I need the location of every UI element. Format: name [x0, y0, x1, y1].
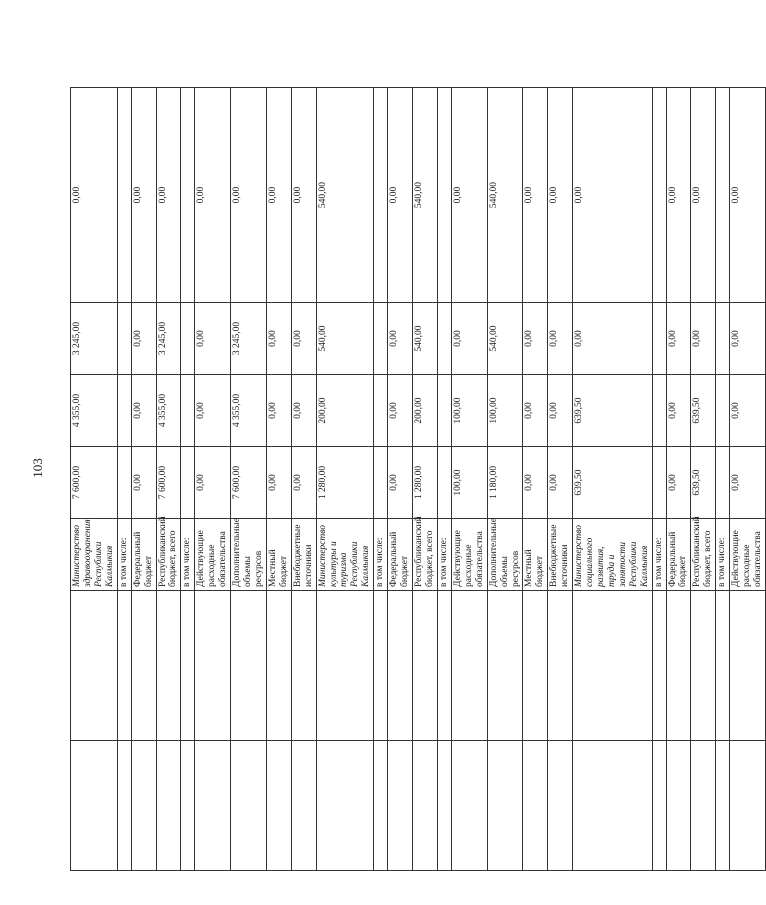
blank-cell-a: [523, 741, 548, 871]
row-label: в том числе:: [652, 519, 666, 591]
table-row: [374, 88, 388, 871]
rotated-table-container: [70, 88, 764, 871]
cell-total: 0,00: [523, 447, 548, 519]
table-frame: [70, 88, 764, 871]
cell-y2: 0,00: [131, 303, 156, 375]
blank-cell-b: [71, 591, 118, 741]
cell-y1: 0,00: [548, 375, 573, 447]
cell-y2: 540,00: [487, 303, 523, 375]
cell-y3: 0,00: [523, 88, 548, 303]
cell-y3: 0,00: [548, 88, 573, 303]
blank-cell-a: [266, 741, 291, 871]
cell-total: 639,50: [691, 447, 716, 519]
cell-y3: [374, 88, 388, 303]
blank-cell-b: [573, 591, 652, 741]
blank-cell-a: [413, 741, 438, 871]
table-row: [716, 88, 730, 871]
cell-y1: [117, 375, 131, 447]
blank-cell-a: [573, 741, 652, 871]
cell-total: [652, 447, 666, 519]
table-row: [451, 88, 487, 871]
blank-cell-b: [487, 591, 523, 741]
cell-y3: 0,00: [195, 88, 231, 303]
cell-y1: 200,00: [413, 375, 438, 447]
cell-y3: 0,00: [231, 88, 267, 303]
row-label: в том числе:: [181, 519, 195, 591]
table-row: [548, 88, 573, 871]
blank-cell-a: [156, 741, 181, 871]
row-label: Федеральный бюджет: [666, 519, 691, 591]
row-label: в том числе:: [437, 519, 451, 591]
cell-y3: 0,00: [156, 88, 181, 303]
table-row: [437, 88, 451, 871]
table-row: [666, 88, 691, 871]
cell-y1: 0,00: [730, 375, 766, 447]
table-row: [266, 88, 291, 871]
blank-cell-a: [316, 741, 374, 871]
blank-cell-b: [548, 591, 573, 741]
row-label: Министерство здравоохранения Республики Калмыкия: [71, 519, 118, 591]
cell-y2: 0,00: [548, 303, 573, 375]
table-row: [523, 88, 548, 871]
table-row: [131, 88, 156, 871]
blank-cell-b: [652, 591, 666, 741]
cell-y3: 0,00: [266, 88, 291, 303]
blank-cell-b: [691, 591, 716, 741]
cell-y2: [181, 303, 195, 375]
cell-y3: 0,00: [730, 88, 766, 303]
row-label: Местный бюджет: [523, 519, 548, 591]
cell-total: [117, 447, 131, 519]
cell-y3: 0,00: [691, 88, 716, 303]
cell-y1: 100,00: [451, 375, 487, 447]
cell-y3: 0,00: [291, 88, 316, 303]
cell-y3: [181, 88, 195, 303]
row-label: в том числе:: [117, 519, 131, 591]
table-row: [291, 88, 316, 871]
blank-cell-b: [374, 591, 388, 741]
cell-total: 1 280,00: [316, 447, 374, 519]
row-label: Республиканский бюджет, всего: [413, 519, 438, 591]
table-row: [156, 88, 181, 871]
cell-y2: 3 245,00: [156, 303, 181, 375]
table-row: [388, 88, 413, 871]
table-row: [573, 88, 652, 871]
cell-y2: 3 245,00: [231, 303, 267, 375]
blank-cell-a: [71, 741, 118, 871]
row-label: Министерство культуры и туризма Республики Калмыкия: [316, 519, 374, 591]
blank-cell-a: [548, 741, 573, 871]
row-label: Местный бюджет: [266, 519, 291, 591]
blank-cell-b: [231, 591, 267, 741]
cell-y3: 540,00: [316, 88, 374, 303]
blank-cell-a: [716, 741, 730, 871]
cell-y1: 639,50: [691, 375, 716, 447]
blank-cell-a: [666, 741, 691, 871]
row-label: Федеральный бюджет: [131, 519, 156, 591]
blank-cell-b: [195, 591, 231, 741]
blank-cell-a: [451, 741, 487, 871]
cell-y3: [117, 88, 131, 303]
blank-cell-b: [156, 591, 181, 741]
row-label: Министерство социального развития, труда и занятости Республики Калмыкия: [573, 519, 652, 591]
row-label: Республиканский бюджет, всего: [691, 519, 716, 591]
blank-cell-a: [181, 741, 195, 871]
cell-y1: 0,00: [131, 375, 156, 447]
cell-total: 100,00: [451, 447, 487, 519]
cell-y2: 0,00: [266, 303, 291, 375]
cell-y1: 0,00: [666, 375, 691, 447]
cell-y1: 0,00: [266, 375, 291, 447]
cell-y3: 0,00: [388, 88, 413, 303]
cell-total: 0,00: [131, 447, 156, 519]
cell-total: 0,00: [388, 447, 413, 519]
table-row: [181, 88, 195, 871]
cell-y1: 4 355,00: [231, 375, 267, 447]
cell-total: 0,00: [195, 447, 231, 519]
cell-y1: [181, 375, 195, 447]
cell-y1: 0,00: [523, 375, 548, 447]
cell-total: 0,00: [548, 447, 573, 519]
table-row: [691, 88, 716, 871]
blank-cell-a: [652, 741, 666, 871]
cell-y1: 0,00: [388, 375, 413, 447]
table-row: [71, 88, 118, 871]
blank-cell-a: [437, 741, 451, 871]
blank-cell-b: [716, 591, 730, 741]
blank-cell-b: [388, 591, 413, 741]
cell-total: [374, 447, 388, 519]
cell-y2: [374, 303, 388, 375]
blank-cell-b: [181, 591, 195, 741]
blank-cell-a: [374, 741, 388, 871]
table-row: [730, 88, 766, 871]
blank-cell-b: [131, 591, 156, 741]
blank-cell-b: [316, 591, 374, 741]
cell-y2: [117, 303, 131, 375]
cell-y3: 540,00: [487, 88, 523, 303]
cell-y2: 3 245,00: [71, 303, 118, 375]
cell-y2: 0,00: [523, 303, 548, 375]
cell-y2: 0,00: [195, 303, 231, 375]
blank-cell-b: [117, 591, 131, 741]
table-row: [195, 88, 231, 871]
row-label: Действующие расходные обязательства: [195, 519, 231, 591]
blank-cell-a: [291, 741, 316, 871]
row-label: Республиканский бюджет, всего: [156, 519, 181, 591]
table-body: [71, 88, 766, 871]
blank-cell-b: [730, 591, 766, 741]
cell-y1: 0,00: [195, 375, 231, 447]
cell-y1: [652, 375, 666, 447]
cell-total: 0,00: [730, 447, 766, 519]
cell-y1: 200,00: [316, 375, 374, 447]
table-row: [652, 88, 666, 871]
cell-y3: [652, 88, 666, 303]
cell-y3: 0,00: [573, 88, 652, 303]
blank-cell-b: [291, 591, 316, 741]
cell-y2: 0,00: [291, 303, 316, 375]
blank-cell-b: [437, 591, 451, 741]
cell-total: 0,00: [291, 447, 316, 519]
cell-y2: 0,00: [573, 303, 652, 375]
cell-total: 0,00: [266, 447, 291, 519]
blank-cell-a: [131, 741, 156, 871]
blank-cell-a: [730, 741, 766, 871]
blank-cell-b: [451, 591, 487, 741]
table-row: [117, 88, 131, 871]
row-label: в том числе:: [374, 519, 388, 591]
blank-cell-b: [413, 591, 438, 741]
cell-y2: [652, 303, 666, 375]
cell-total: [437, 447, 451, 519]
cell-y1: 4 355,00: [71, 375, 118, 447]
cell-total: 639,50: [573, 447, 652, 519]
cell-y3: 0,00: [131, 88, 156, 303]
table-row: [316, 88, 374, 871]
row-label: Внебюджетные источники: [548, 519, 573, 591]
row-label: Федеральный бюджет: [388, 519, 413, 591]
cell-y2: [716, 303, 730, 375]
cell-total: 1 280,00: [413, 447, 438, 519]
cell-y2: 0,00: [451, 303, 487, 375]
blank-cell-a: [691, 741, 716, 871]
cell-total: [716, 447, 730, 519]
blank-cell-b: [266, 591, 291, 741]
cell-y1: 100,00: [487, 375, 523, 447]
blank-cell-a: [388, 741, 413, 871]
cell-total: 7 600,00: [156, 447, 181, 519]
cell-y1: [716, 375, 730, 447]
table-row: [413, 88, 438, 871]
cell-total: 7 600,00: [231, 447, 267, 519]
blank-cell-a: [117, 741, 131, 871]
row-label: Действующие расходные обязательства: [730, 519, 766, 591]
table-row: [487, 88, 523, 871]
cell-y2: 540,00: [316, 303, 374, 375]
cell-y1: 639,50: [573, 375, 652, 447]
blank-cell-b: [523, 591, 548, 741]
row-label: Дополнительные объемы ресурсов: [487, 519, 523, 591]
cell-y2: 540,00: [413, 303, 438, 375]
page-number: 103: [30, 458, 45, 478]
cell-y3: 540,00: [413, 88, 438, 303]
cell-y2: 0,00: [666, 303, 691, 375]
cell-y1: [374, 375, 388, 447]
cell-y3: 0,00: [451, 88, 487, 303]
cell-total: 7 600,00: [71, 447, 118, 519]
cell-y3: [716, 88, 730, 303]
cell-y2: 0,00: [388, 303, 413, 375]
cell-y1: 4 355,00: [156, 375, 181, 447]
cell-y3: [437, 88, 451, 303]
blank-cell-a: [231, 741, 267, 871]
cell-total: 0,00: [666, 447, 691, 519]
cell-y2: 0,00: [730, 303, 766, 375]
budget-table: [70, 87, 766, 871]
cell-y1: 0,00: [291, 375, 316, 447]
blank-cell-b: [666, 591, 691, 741]
cell-y3: 0,00: [666, 88, 691, 303]
cell-y2: 0,00: [691, 303, 716, 375]
cell-y3: 0,00: [71, 88, 118, 303]
row-label: Действующие расходные обязательства: [451, 519, 487, 591]
table-row: [231, 88, 267, 871]
row-label: в том числе:: [716, 519, 730, 591]
cell-total: 1 180,00: [487, 447, 523, 519]
blank-cell-a: [195, 741, 231, 871]
cell-total: [181, 447, 195, 519]
cell-y1: [437, 375, 451, 447]
blank-cell-a: [487, 741, 523, 871]
row-label: Дополнительные объемы ресурсов: [231, 519, 267, 591]
cell-y2: [437, 303, 451, 375]
row-label: Внебюджетные источники: [291, 519, 316, 591]
